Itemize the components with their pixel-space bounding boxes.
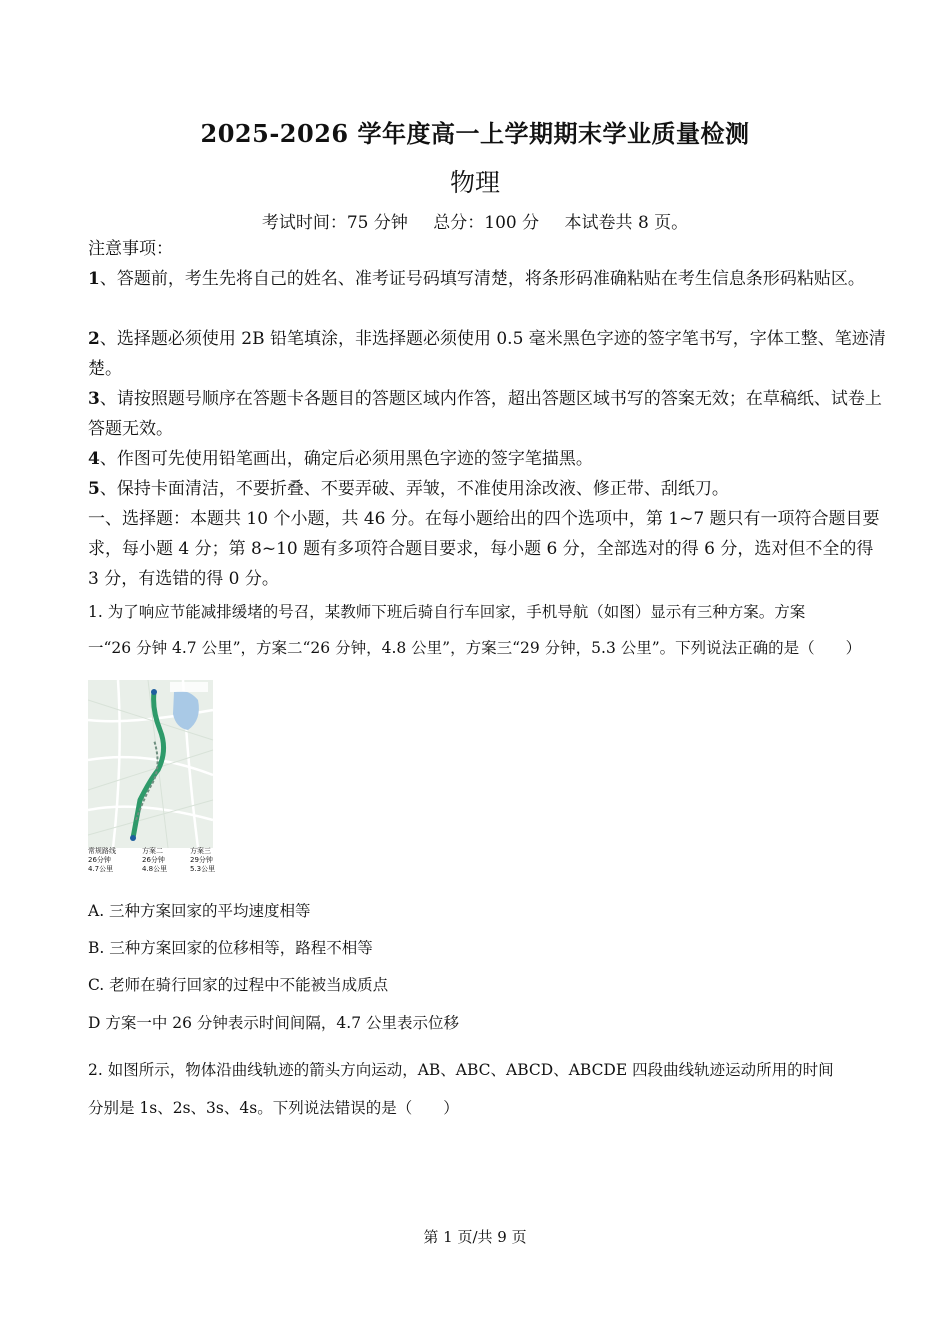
- route-time: 26分钟: [88, 856, 111, 864]
- q1-stem-line2: 一“26 分钟 4.7 公里”，方案二“26 分钟，4.8 公里”，方案三“29 分钟，5.3 公里”。下列说法正确的是（ ）: [88, 639, 862, 657]
- navigation-map-figure: [88, 680, 218, 880]
- route-option-3[interactable]: [190, 847, 220, 874]
- route-name: 方案三: [190, 847, 211, 855]
- notice-item-4: [88, 444, 888, 474]
- notice-num: 1: [88, 269, 100, 289]
- route-dist: 5.3公里: [190, 865, 216, 873]
- notice-text: 、请按照题号顺序在答题卡各题目的答题区域内作答，超出答题区域书写的答案无效；在草稿纸、试卷上答题无效。: [88, 389, 882, 439]
- route-option-2[interactable]: [142, 847, 182, 874]
- exam-title: 2025-2026 学年度高一上学期期末学业质量检测: [200, 119, 750, 148]
- notice-text: 、答题前，考生先将自己的姓名、准考证号码填写清楚，将条形码准确粘贴在考生信息条形码粘贴区。: [99, 269, 865, 289]
- q2-stem-line2: 分别是 1s、2s、3s、4s。下列说法错误的是（ ）: [88, 1099, 459, 1117]
- section-intro: 一、选择题：本题共 10 个小题，共 46 分。在每小题给出的四个选项中，第 1~7 题只有一项符合题目要求，每小题 4 分；第 8~10 题有多项符合题目要求，每小题 6 分，全部选对的得 6 分，选对但不全的得 3 分，有选错的得 0 分。: [88, 509, 880, 589]
- notice-text: 、保持卡面清洁，不要折叠、不要弄破、弄皱，不准使用涂改液、修正带、刮纸刀。: [99, 479, 729, 499]
- exam-info: [0, 208, 950, 233]
- notice-num: 2: [88, 329, 100, 349]
- q2-stem-line1: 2. 如图所示，物体沿曲线轨迹的箭头方向运动，AB、ABC、ABCD、ABCDE 四段曲线轨迹运动所用的时间: [88, 1061, 834, 1079]
- notice-num: 5: [88, 479, 100, 499]
- notice-item-2: [88, 324, 888, 384]
- q1-option-b[interactable]: B. 三种方案回家的位移相等，路程不相等: [88, 939, 373, 957]
- route-time: 26分钟: [142, 856, 165, 864]
- subject-title: 物理: [449, 168, 500, 197]
- notice-heading: 注意事项：: [88, 239, 173, 259]
- notice-item-5: [88, 474, 888, 504]
- exam-pages: 本试卷共 8 页。: [564, 213, 689, 233]
- q1-stem-line1: 1. 为了响应节能减排缓堵的号召，某教师下班后骑自行车回家，手机导航（如图）显示有三种方案。方案: [88, 603, 806, 621]
- route-time: 29分钟: [190, 856, 213, 864]
- route-name: 常规路线: [88, 847, 116, 855]
- notice-item-1: [88, 264, 888, 294]
- q1-option-c[interactable]: C. 老师在骑行回家的过程中不能被当成质点: [88, 976, 389, 994]
- route-dist: 4.7公里: [88, 865, 114, 873]
- page-footer: 第 1 页/共 9 页: [423, 1228, 527, 1246]
- notice-text: 、选择题必须使用 2B 铅笔填涂，非选择题必须使用 0.5 毫米黑色字迹的签字笔书写，字体工整、笔迹清楚。: [88, 329, 886, 379]
- exam-score: 总分：100 分: [433, 213, 540, 233]
- notice-num: 4: [88, 449, 100, 469]
- route-option-1[interactable]: [88, 847, 133, 874]
- notice-text: 、作图可先使用铅笔画出，确定后必须用黑色字迹的签字笔描黑。: [99, 449, 593, 469]
- q1-option-a[interactable]: A. 三种方案回家的平均速度相等: [88, 902, 311, 920]
- route-name: 方案二: [142, 847, 163, 855]
- exam-time: 考试时间：75 分钟: [261, 213, 408, 233]
- notice-num: 3: [88, 389, 100, 409]
- route-dist: 4.8公里: [142, 865, 168, 873]
- notice-item-3: [88, 384, 888, 444]
- q1-option-d[interactable]: D 方案一中 26 分钟表示时间间隔，4.7 公里表示位移: [88, 1014, 460, 1032]
